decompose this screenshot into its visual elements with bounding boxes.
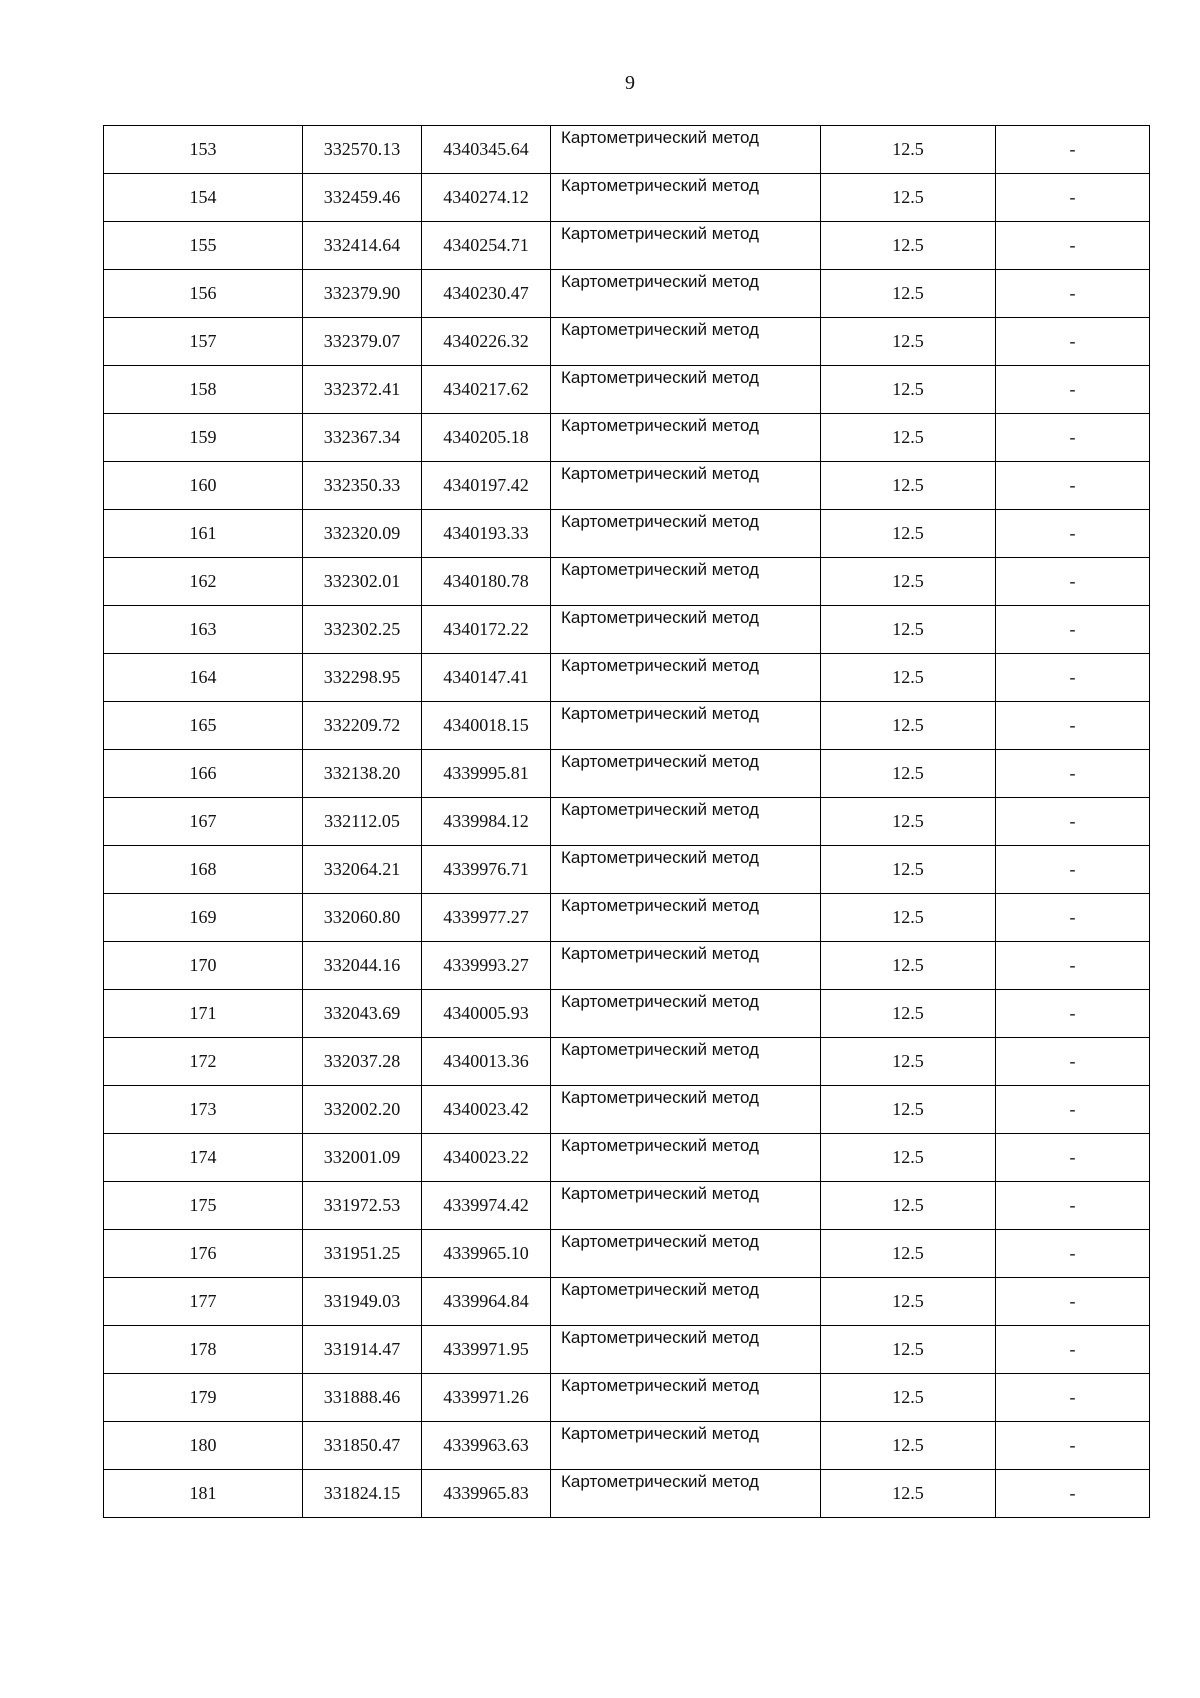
coordinate-x-cell: 331914.47 (303, 1326, 422, 1374)
description-cell: - (996, 846, 1150, 894)
point-number-cell: 173 (104, 1086, 303, 1134)
coordinate-x-cell: 332037.28 (303, 1038, 422, 1086)
coordinate-y-cell: 4340205.18 (422, 414, 551, 462)
coordinate-x-cell: 332044.16 (303, 942, 422, 990)
method-cell: Картометрический метод (551, 1182, 821, 1230)
accuracy-cell: 12.5 (821, 654, 996, 702)
description-cell: - (996, 1182, 1150, 1230)
accuracy-cell: 12.5 (821, 1038, 996, 1086)
coordinate-x-cell: 332302.25 (303, 606, 422, 654)
description-cell: - (996, 654, 1150, 702)
coordinate-y-cell: 4339965.10 (422, 1230, 551, 1278)
coordinate-x-cell: 332367.34 (303, 414, 422, 462)
accuracy-cell: 12.5 (821, 606, 996, 654)
table-row (104, 750, 1150, 798)
method-cell: Картометрический метод (551, 414, 821, 462)
table-row (104, 558, 1150, 606)
table-row (104, 894, 1150, 942)
accuracy-cell: 12.5 (821, 1182, 996, 1230)
description-cell: - (996, 1278, 1150, 1326)
table-row (104, 1086, 1150, 1134)
table-row (104, 126, 1150, 174)
coordinate-y-cell: 4340274.12 (422, 174, 551, 222)
point-number-cell: 177 (104, 1278, 303, 1326)
description-cell: - (996, 702, 1150, 750)
accuracy-cell: 12.5 (821, 846, 996, 894)
point-number-cell: 174 (104, 1134, 303, 1182)
coordinate-x-cell: 332320.09 (303, 510, 422, 558)
table-row (104, 1038, 1150, 1086)
method-cell: Картометрический метод (551, 846, 821, 894)
method-cell: Картометрический метод (551, 174, 821, 222)
method-cell: Картометрический метод (551, 1422, 821, 1470)
method-cell: Картометрический метод (551, 606, 821, 654)
coordinate-y-cell: 4340193.33 (422, 510, 551, 558)
method-cell: Картометрический метод (551, 366, 821, 414)
table-row (104, 462, 1150, 510)
coordinate-x-cell: 332459.46 (303, 174, 422, 222)
accuracy-cell: 12.5 (821, 1086, 996, 1134)
coordinate-y-cell: 4340254.71 (422, 222, 551, 270)
table-row (104, 1470, 1150, 1518)
method-cell: Картометрический метод (551, 750, 821, 798)
coordinate-x-cell: 332002.20 (303, 1086, 422, 1134)
description-cell: - (996, 510, 1150, 558)
method-cell: Картометрический метод (551, 1374, 821, 1422)
description-cell: - (996, 126, 1150, 174)
method-cell: Картометрический метод (551, 222, 821, 270)
point-number-cell: 181 (104, 1470, 303, 1518)
accuracy-cell: 12.5 (821, 174, 996, 222)
point-number-cell: 176 (104, 1230, 303, 1278)
description-cell: - (996, 270, 1150, 318)
method-cell: Картометрический метод (551, 702, 821, 750)
point-number-cell: 155 (104, 222, 303, 270)
coordinate-x-cell: 331850.47 (303, 1422, 422, 1470)
coordinate-y-cell: 4339974.42 (422, 1182, 551, 1230)
description-cell: - (996, 1470, 1150, 1518)
table-row (104, 1182, 1150, 1230)
table-row (104, 798, 1150, 846)
description-cell: - (996, 894, 1150, 942)
method-cell: Картометрический метод (551, 1086, 821, 1134)
method-cell: Картометрический метод (551, 894, 821, 942)
description-cell: - (996, 1134, 1150, 1182)
accuracy-cell: 12.5 (821, 1134, 996, 1182)
point-number-cell: 169 (104, 894, 303, 942)
description-cell: - (996, 798, 1150, 846)
point-number-cell: 160 (104, 462, 303, 510)
method-cell: Картометрический метод (551, 462, 821, 510)
accuracy-cell: 12.5 (821, 366, 996, 414)
point-number-cell: 158 (104, 366, 303, 414)
method-cell: Картометрический метод (551, 318, 821, 366)
coordinate-y-cell: 4339984.12 (422, 798, 551, 846)
coordinate-y-cell: 4339995.81 (422, 750, 551, 798)
coordinate-y-cell: 4339977.27 (422, 894, 551, 942)
accuracy-cell: 12.5 (821, 510, 996, 558)
point-number-cell: 166 (104, 750, 303, 798)
method-cell: Картометрический метод (551, 1038, 821, 1086)
coordinate-x-cell: 332064.21 (303, 846, 422, 894)
coordinate-x-cell: 332298.95 (303, 654, 422, 702)
coordinate-x-cell: 332350.33 (303, 462, 422, 510)
coordinate-y-cell: 4340226.32 (422, 318, 551, 366)
method-cell: Картометрический метод (551, 990, 821, 1038)
coordinate-x-cell: 332379.07 (303, 318, 422, 366)
point-number-cell: 162 (104, 558, 303, 606)
table-row (104, 1134, 1150, 1182)
coordinate-y-cell: 4340147.41 (422, 654, 551, 702)
table-row (104, 702, 1150, 750)
method-cell: Картометрический метод (551, 1326, 821, 1374)
accuracy-cell: 12.5 (821, 462, 996, 510)
point-number-cell: 179 (104, 1374, 303, 1422)
coordinates-table (103, 125, 1150, 1518)
coordinate-x-cell: 332112.05 (303, 798, 422, 846)
description-cell: - (996, 318, 1150, 366)
method-cell: Картометрический метод (551, 510, 821, 558)
accuracy-cell: 12.5 (821, 1230, 996, 1278)
table-row (104, 1374, 1150, 1422)
coordinate-y-cell: 4340018.15 (422, 702, 551, 750)
description-cell: - (996, 606, 1150, 654)
point-number-cell: 170 (104, 942, 303, 990)
coordinate-y-cell: 4340180.78 (422, 558, 551, 606)
accuracy-cell: 12.5 (821, 1326, 996, 1374)
description-cell: - (996, 174, 1150, 222)
description-cell: - (996, 750, 1150, 798)
point-number-cell: 171 (104, 990, 303, 1038)
coordinate-y-cell: 4339965.83 (422, 1470, 551, 1518)
coordinate-y-cell: 4339963.63 (422, 1422, 551, 1470)
coordinate-x-cell: 332043.69 (303, 990, 422, 1038)
accuracy-cell: 12.5 (821, 750, 996, 798)
table-row (104, 414, 1150, 462)
description-cell: - (996, 1038, 1150, 1086)
point-number-cell: 172 (104, 1038, 303, 1086)
accuracy-cell: 12.5 (821, 414, 996, 462)
coordinate-y-cell: 4340005.93 (422, 990, 551, 1038)
table-row (104, 510, 1150, 558)
accuracy-cell: 12.5 (821, 318, 996, 366)
table-row (104, 654, 1150, 702)
coordinate-y-cell: 4339993.27 (422, 942, 551, 990)
method-cell: Картометрический метод (551, 1470, 821, 1518)
coordinate-y-cell: 4340172.22 (422, 606, 551, 654)
table-row (104, 270, 1150, 318)
table-row (104, 990, 1150, 1038)
method-cell: Картометрический метод (551, 558, 821, 606)
page-number: 9 (625, 72, 635, 94)
method-cell: Картометрический метод (551, 270, 821, 318)
accuracy-cell: 12.5 (821, 1422, 996, 1470)
coordinate-y-cell: 4340217.62 (422, 366, 551, 414)
description-cell: - (996, 942, 1150, 990)
coordinate-x-cell: 332138.20 (303, 750, 422, 798)
coordinate-x-cell: 331972.53 (303, 1182, 422, 1230)
point-number-cell: 168 (104, 846, 303, 894)
coordinate-x-cell: 332209.72 (303, 702, 422, 750)
point-number-cell: 164 (104, 654, 303, 702)
point-number-cell: 159 (104, 414, 303, 462)
coordinate-y-cell: 4340023.42 (422, 1086, 551, 1134)
table-row (104, 174, 1150, 222)
description-cell: - (996, 1422, 1150, 1470)
coordinate-x-cell: 332001.09 (303, 1134, 422, 1182)
coordinate-x-cell: 332060.80 (303, 894, 422, 942)
point-number-cell: 175 (104, 1182, 303, 1230)
table-row (104, 606, 1150, 654)
table-row (104, 942, 1150, 990)
point-number-cell: 167 (104, 798, 303, 846)
point-number-cell: 157 (104, 318, 303, 366)
accuracy-cell: 12.5 (821, 1278, 996, 1326)
coordinates-table-body (104, 126, 1150, 1518)
coordinate-y-cell: 4339964.84 (422, 1278, 551, 1326)
coordinate-y-cell: 4340197.42 (422, 462, 551, 510)
coordinate-x-cell: 332414.64 (303, 222, 422, 270)
method-cell: Картометрический метод (551, 798, 821, 846)
point-number-cell: 178 (104, 1326, 303, 1374)
description-cell: - (996, 462, 1150, 510)
point-number-cell: 161 (104, 510, 303, 558)
coordinate-x-cell: 331951.25 (303, 1230, 422, 1278)
description-cell: - (996, 990, 1150, 1038)
coordinate-x-cell: 332302.01 (303, 558, 422, 606)
accuracy-cell: 12.5 (821, 942, 996, 990)
accuracy-cell: 12.5 (821, 894, 996, 942)
accuracy-cell: 12.5 (821, 558, 996, 606)
method-cell: Картометрический метод (551, 1134, 821, 1182)
accuracy-cell: 12.5 (821, 1470, 996, 1518)
coordinate-y-cell: 4340230.47 (422, 270, 551, 318)
accuracy-cell: 12.5 (821, 990, 996, 1038)
point-number-cell: 180 (104, 1422, 303, 1470)
table-row (104, 1422, 1150, 1470)
table-row (104, 366, 1150, 414)
coordinate-y-cell: 4339971.95 (422, 1326, 551, 1374)
point-number-cell: 156 (104, 270, 303, 318)
point-number-cell: 153 (104, 126, 303, 174)
table-row (104, 1326, 1150, 1374)
description-cell: - (996, 222, 1150, 270)
coordinate-x-cell: 332379.90 (303, 270, 422, 318)
description-cell: - (996, 1374, 1150, 1422)
description-cell: - (996, 414, 1150, 462)
accuracy-cell: 12.5 (821, 1374, 996, 1422)
coordinate-y-cell: 4340023.22 (422, 1134, 551, 1182)
point-number-cell: 165 (104, 702, 303, 750)
accuracy-cell: 12.5 (821, 702, 996, 750)
method-cell: Картометрический метод (551, 126, 821, 174)
table-row (104, 1278, 1150, 1326)
coordinate-x-cell: 331824.15 (303, 1470, 422, 1518)
accuracy-cell: 12.5 (821, 126, 996, 174)
table-row (104, 318, 1150, 366)
accuracy-cell: 12.5 (821, 270, 996, 318)
description-cell: - (996, 558, 1150, 606)
point-number-cell: 154 (104, 174, 303, 222)
coordinate-y-cell: 4339976.71 (422, 846, 551, 894)
method-cell: Картометрический метод (551, 942, 821, 990)
method-cell: Картометрический метод (551, 1278, 821, 1326)
method-cell: Картометрический метод (551, 1230, 821, 1278)
coordinate-y-cell: 4339971.26 (422, 1374, 551, 1422)
point-number-cell: 163 (104, 606, 303, 654)
description-cell: - (996, 1086, 1150, 1134)
method-cell: Картометрический метод (551, 654, 821, 702)
description-cell: - (996, 1230, 1150, 1278)
table-row (104, 222, 1150, 270)
accuracy-cell: 12.5 (821, 222, 996, 270)
coordinate-x-cell: 331888.46 (303, 1374, 422, 1422)
coordinate-x-cell: 332570.13 (303, 126, 422, 174)
description-cell: - (996, 366, 1150, 414)
coordinate-y-cell: 4340345.64 (422, 126, 551, 174)
table-row (104, 846, 1150, 894)
accuracy-cell: 12.5 (821, 798, 996, 846)
table-row (104, 1230, 1150, 1278)
coordinate-x-cell: 331949.03 (303, 1278, 422, 1326)
coordinate-x-cell: 332372.41 (303, 366, 422, 414)
description-cell: - (996, 1326, 1150, 1374)
coordinate-y-cell: 4340013.36 (422, 1038, 551, 1086)
